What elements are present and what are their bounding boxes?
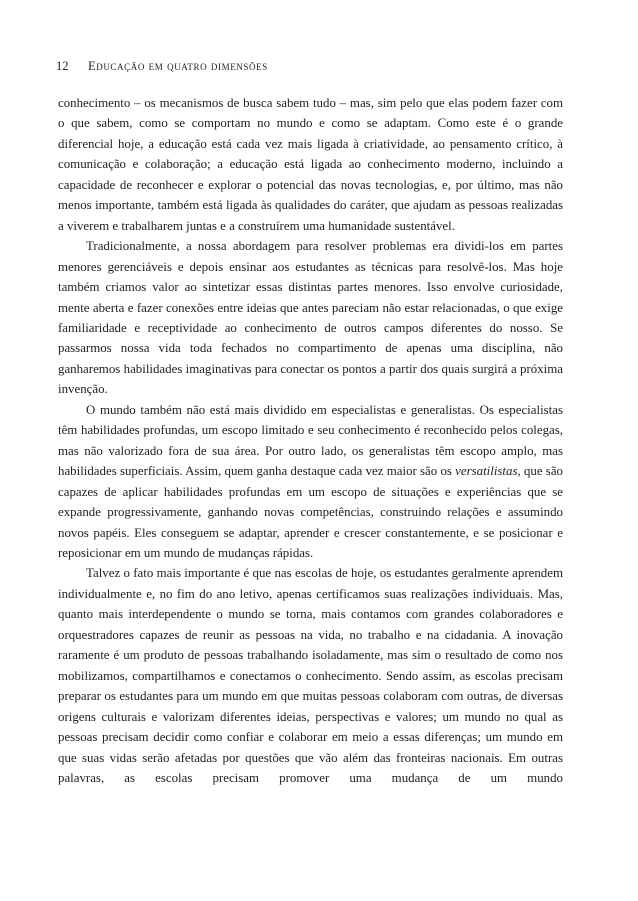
paragraph-text: , que são capazes de aplicar habilidades profundas em um escopo de situações e experiências que se expande progressivamente, ganhando novas competências, construindo relações e assumindo novos papéis. Eles conseguem se adaptar, aprender e crescer constantemente, e se posicionar e reposicionar em um mundo de mudanças rápidas. <box>58 464 563 560</box>
paragraph-4 <box>58 563 563 788</box>
page-number: 12 <box>56 59 69 73</box>
running-header <box>56 59 268 74</box>
paragraph-3 <box>58 400 563 564</box>
body-text <box>58 93 563 788</box>
paragraph-2 <box>58 236 563 400</box>
paragraph-text: Talvez o fato mais importante é que nas escolas de hoje, os estudantes geralmente aprendem individualmente e, no fim do ano letivo, apenas certificamos suas realizações individuais. Mas, quanto mais interdependente o mundo se torna, mais contamos com grandes colaboradores e orquestradores capazes de reunir as pessoas na vida, no trabalho e na cidadania. A inovação raramente é um produto de pessoas trabalhando isoladamente, mas sim o resultado de como nos mobilizamos, compartilhamos e conectamos o conhecimento. Sendo assim, as escolas precisam preparar os estudantes para um mundo em que muitas pessoas colaboram com outras, de diversas origens culturais e valorizam diferentes ideias, perspectivas e valores; um mundo no qual as pessoas precisam decidir como confiar e colaborar em meio a essas diferenças; um mundo em que suas vidas serão afetadas por questões que vão além das fronteiras nacionais. Em outras palavras, as escolas precisam promover uma mudança de um mundo <box>58 566 563 785</box>
running-title: Educação em quatro dimensões <box>88 59 268 73</box>
emphasized-term: versatilistas <box>455 464 518 479</box>
paragraph-text: conhecimento – os mecanismos de busca sabem tudo – mas, sim pelo que elas podem fazer com o que sabem, como se comportam no mundo e como se adaptam. Como este é o grande diferencial hoje, a educação está cada vez mais ligada à criatividade, ao pensamento crítico, à comunicação e colaboração; a educação está ligada ao conhecimento moderno, incluindo a capacidade de reconhecer e explorar o potencial das novas tecnologias, e, por último, mas não menos importante, também está ligada às qualidades do caráter, que ajudam as pessoas realizadas a viverem e trabalharem juntas e a construírem uma humanidade sustentável. <box>58 96 563 233</box>
paragraph-text: Tradicionalmente, a nossa abordagem para resolver problemas era dividi-los em partes menores gerenciáveis e depois ensinar aos estudantes as técnicas para resolvê-los. Mas hoje também criamos valor ao sintetizar essas distintas partes menores. Isso envolve curiosidade, mente aberta e fazer conexões entre ideias que antes pareciam não estar relacionadas, o que exige familiaridade e receptividade ao conhecimento de outros campos diferentes do nosso. Se passarmos nossa vida toda fechados no compartimento de apenas uma disciplina, não ganharemos habilidades imaginativas para conectar os pontos a partir dos quais surgirá a próxima invenção. <box>58 239 563 397</box>
paragraph-1 <box>58 93 563 236</box>
paragraph-text: O mundo também não está mais dividido em especialistas e generalistas. Os especialistas têm habilidades profundas, um escopo limitado e seu conhecimento é reconhecido pelos colegas, mas não valorizado fora de sua área. Por outro lado, os generalistas têm escopo amplo, mas habilidades superficiais. Assim, quem ganha destaque cada vez maior são os <box>58 402 563 479</box>
